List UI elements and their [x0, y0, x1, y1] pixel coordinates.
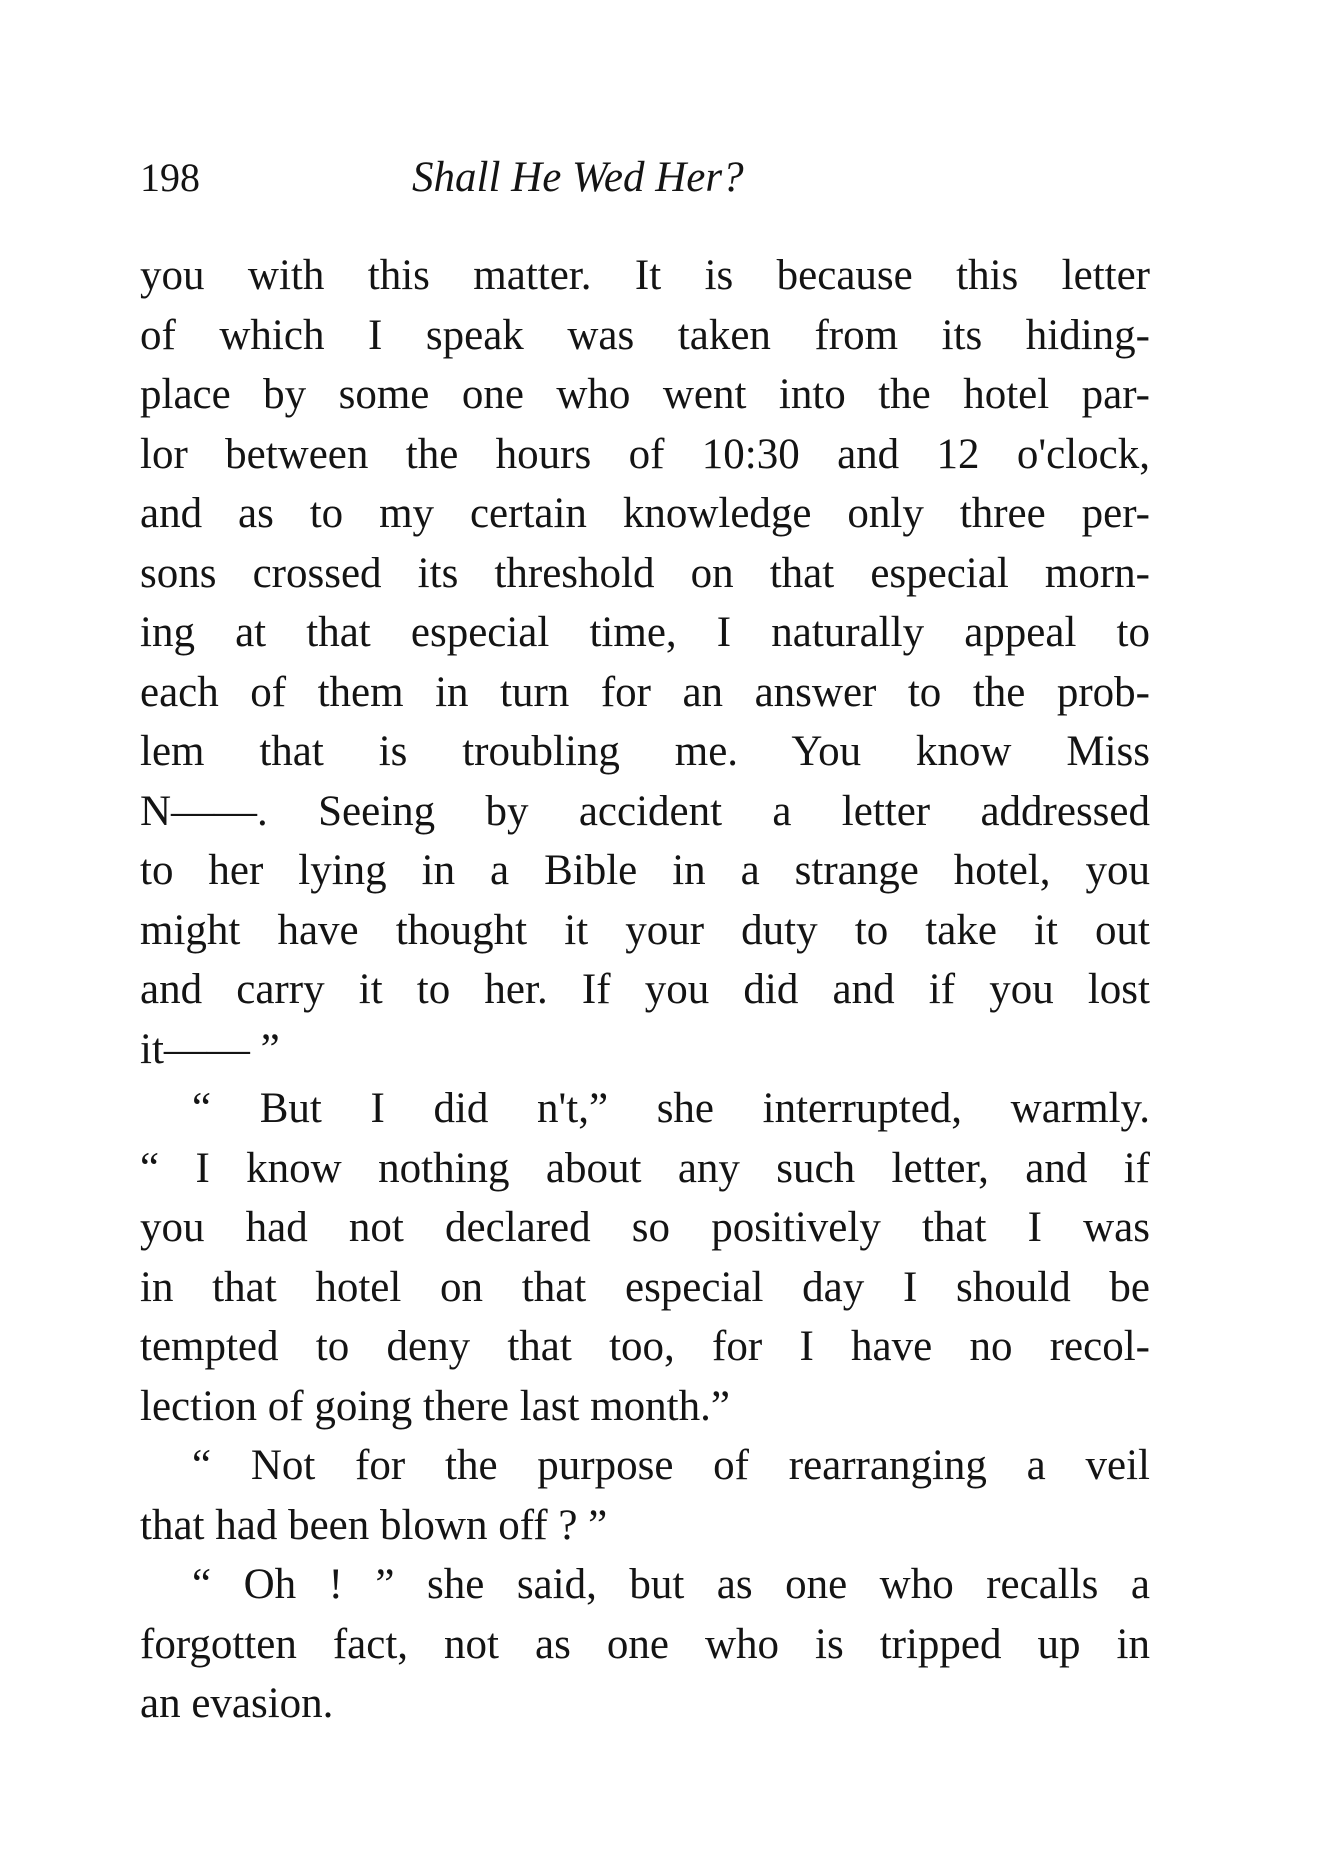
text-line: you with this matter. It is because this letter [140, 252, 1150, 299]
running-title: Shall He Wed Her? [412, 154, 744, 201]
text-line: place by some one who went into the hotel par- [140, 371, 1150, 418]
text-line: and as to my certain knowledge only three per- [140, 490, 1150, 537]
text-line: forgotten fact, not as one who is tripped up in [140, 1620, 1150, 1668]
text-line: ing at that especial time, I naturally appeal to [140, 609, 1150, 656]
text-line: and carry it to her. If you did and if you lost [140, 966, 1150, 1013]
text-line: “ Oh ! ” she said, but as one who recalls a [192, 1561, 1150, 1608]
text-line: you had not declared so positively that I was [140, 1204, 1150, 1251]
text-line: N——. Seeing by accident a letter addressed [140, 787, 1150, 835]
text-line: that had been blown off ? ” [140, 1501, 608, 1549]
text-line: of which I speak was taken from its hiding- [140, 311, 1150, 359]
text-line: it—— ” [140, 1025, 280, 1073]
text-line: lection of going there last month.” [140, 1382, 730, 1430]
text-line: might have thought it your duty to take it out [140, 906, 1150, 954]
text-line: to her lying in a Bible in a strange hotel, you [140, 847, 1150, 894]
text-line: “ But I did n't,” she interrupted, warmly. [192, 1085, 1150, 1132]
text-line: “ Not for the purpose of rearranging a veil [192, 1442, 1150, 1489]
text-line: sons crossed its threshold on that especial morn- [140, 549, 1150, 597]
text-line: lor between the hours of 10:30 and 12 o'clock, [140, 430, 1150, 478]
page-number: 198 [140, 155, 200, 200]
text-line: each of them in turn for an answer to the prob- [140, 668, 1150, 716]
text-line: in that hotel on that especial day I should be [140, 1263, 1150, 1311]
text-line: “ I know nothing about any such letter, and if [140, 1144, 1150, 1192]
body-text [140, 246, 1150, 1734]
text-line: lem that is troubling me. You know Miss [140, 728, 1150, 775]
page-header [140, 148, 1150, 208]
text-line: an evasion. [140, 1680, 334, 1727]
text-line: tempted to deny that too, for I have no recol- [140, 1323, 1150, 1370]
